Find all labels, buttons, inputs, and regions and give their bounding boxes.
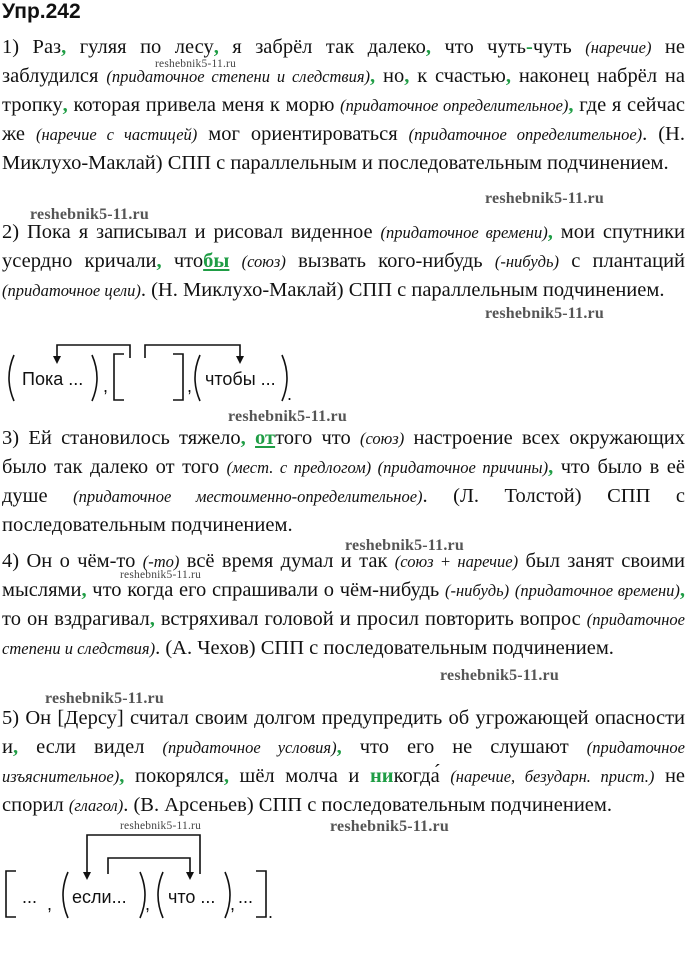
text: 1) Раз — [2, 36, 62, 58]
text: встряхивал головой и просил повторить вопрос — [154, 608, 587, 630]
comma-mark: , — [61, 36, 67, 58]
comma-mark: , — [568, 94, 574, 116]
watermark: reshebnik5-11.ru — [330, 818, 449, 835]
note: (придаточное определительное) — [340, 96, 569, 115]
text: . (Н. Миклухо-Маклай) СПП с параллельным и последовательным подчинением. — [2, 123, 685, 174]
clause-label: Пока ... — [22, 369, 84, 389]
text: 3) Ей становилось тяжело — [2, 427, 241, 449]
note: (придаточное цели) — [2, 281, 141, 300]
subordination-arrow — [57, 345, 130, 358]
watermark: reshebnik5-11.ru — [45, 690, 164, 707]
note: (-нибудь) — [444, 581, 510, 600]
comma-mark: , — [547, 221, 553, 243]
clause-label: ... — [22, 887, 38, 907]
text: наконец набрёл на тропку — [2, 65, 685, 116]
text: гуляя по лесу — [66, 36, 214, 58]
watermark: reshebnik5-11.ru — [30, 206, 149, 223]
watermark: reshebnik5-11.ru — [228, 408, 347, 425]
watermark: reshebnik5-11.ru — [440, 667, 559, 684]
round-bracket-left — [158, 872, 163, 918]
text: 4) Он о чём-то — [2, 550, 143, 572]
square-bracket-left — [114, 354, 124, 400]
square-bracket-right — [256, 871, 266, 917]
square-bracket-right — [173, 354, 183, 400]
comma-mark: , — [12, 736, 19, 758]
highlighted-part: ни — [370, 765, 394, 787]
arrow-head — [83, 872, 91, 880]
watermark: reshebnik5-11.ru — [155, 58, 237, 70]
text: 5) Он [Дерсу] считал своим долгом предупредить об угрожающей опасности и — [2, 707, 685, 758]
clause-label: что ... — [168, 887, 216, 907]
watermark: reshebnik5-11.ru — [120, 569, 202, 581]
text: которая привела меня к морю — [67, 94, 341, 116]
arrow-head — [53, 356, 61, 364]
text: с плантаций — [559, 250, 686, 272]
text: где я сейчас же — [2, 94, 685, 145]
clause-label: чтобы ... — [205, 369, 276, 389]
sentence-5 — [2, 704, 685, 820]
text: я забрёл так далеко — [218, 36, 426, 58]
comma-mark: , — [47, 894, 53, 914]
text: того что — [275, 427, 360, 449]
watermark: reshebnik5-11.ru — [485, 190, 604, 207]
note: (-нибудь) — [494, 252, 559, 271]
arrow-head — [236, 356, 244, 364]
note: (придаточное местоименно-определительное) — [73, 487, 423, 506]
text: что было в её душе — [2, 456, 685, 507]
round-bracket-left — [63, 872, 68, 918]
text: но — [375, 65, 405, 87]
note: (мест. с предлогом) (придаточное причины) — [226, 458, 549, 477]
exercise-title: Упр.242 — [2, 0, 81, 23]
sentence-4 — [2, 547, 685, 663]
note: (придаточное изъяснительное) — [2, 738, 685, 786]
note: (наречие, безударн. прист.) — [450, 767, 655, 786]
comma-mark: , — [505, 65, 511, 87]
note: (союз) — [359, 429, 405, 448]
text: когда́ — [393, 765, 451, 787]
text: что его не слушают — [341, 736, 587, 758]
text: . (Н. Миклухо-Маклай) СПП с параллельным подчинением. — [140, 279, 665, 301]
square-bracket-left — [6, 871, 16, 917]
note: (придаточное времени) — [514, 581, 680, 600]
comma-mark: , — [119, 765, 125, 787]
subordination-arrow — [87, 835, 200, 874]
text: что когда его спрашивали о чём-нибудь — [86, 579, 445, 601]
text: мог ориентироваться — [197, 123, 409, 145]
comma-mark: , — [425, 36, 431, 58]
text: мои спутники усердно кричали — [2, 221, 685, 272]
round-bracket-left — [195, 355, 200, 401]
period-mark: . — [268, 902, 274, 922]
comma-mark: , — [149, 608, 155, 630]
text: вызвать кого-нибудь — [285, 250, 495, 272]
comma-mark: , — [336, 736, 342, 758]
text: что чуть — [430, 36, 527, 58]
note: (придаточное степени и следствия) — [106, 67, 370, 86]
watermark: reshebnik5-11.ru — [345, 537, 464, 554]
clause-label: если... — [72, 887, 127, 907]
text: настроение всех окружающих было так далеко от того — [2, 427, 685, 478]
sentence-3 — [2, 424, 685, 540]
text: покорялся — [124, 765, 224, 787]
arrow-head — [186, 872, 194, 880]
text: не спорил — [2, 765, 686, 816]
text: чуть — [532, 36, 586, 58]
comma-mark: , — [548, 456, 554, 478]
round-bracket-right — [92, 355, 97, 401]
text: . (В. Арсеньев) СПП с последовательным подчинением. — [123, 794, 612, 816]
comma-mark: , — [145, 894, 151, 914]
note: (придаточное времени) — [380, 223, 548, 242]
period-mark: . — [287, 384, 293, 404]
text: к счастью — [409, 65, 506, 87]
clause-label: ... — [238, 887, 254, 907]
comma-mark: , — [230, 894, 236, 914]
text: шёл молча и — [228, 765, 370, 787]
subordination-arrow — [145, 345, 240, 358]
note: (-то) — [142, 552, 180, 571]
note: (наречие с частицей) — [35, 125, 198, 144]
comma-mark: , — [187, 376, 193, 396]
text: . (А. Чехов) СПП с последовательным подчинением. — [155, 637, 614, 659]
highlighted-part: бы — [203, 250, 230, 272]
note: (союз + наречие) — [394, 552, 519, 571]
comma-mark: , — [223, 765, 229, 787]
text: всё время думал и так — [179, 550, 395, 572]
text: если видел — [18, 736, 163, 758]
comma-mark: , — [369, 65, 376, 87]
watermark: reshebnik5-11.ru — [120, 820, 202, 832]
note: (союз) — [241, 252, 286, 271]
text: . (Л. Толстой) СПП с последовательным подчинением. — [2, 485, 685, 536]
comma-mark: , — [213, 36, 219, 58]
text: был занят своими мыслями — [2, 550, 686, 601]
text: не заблудился — [2, 36, 685, 87]
text — [246, 427, 255, 449]
text: 2) Пока я записывал и рисовал виденное — [2, 221, 381, 243]
comma-mark: , — [240, 427, 246, 449]
text: что — [161, 250, 204, 272]
comma-mark: , — [103, 376, 109, 396]
round-bracket-left — [9, 355, 14, 401]
watermark: reshebnik5-11.ru — [485, 305, 604, 322]
comma-mark: , — [156, 250, 162, 272]
comma-mark: , — [679, 579, 685, 601]
note: (придаточное условия) — [162, 738, 337, 757]
note: (наречие) — [585, 38, 652, 57]
highlighted-part: от — [255, 427, 276, 449]
note: (придаточное степени и следствия) — [2, 610, 685, 658]
comma-mark: , — [404, 65, 410, 87]
note: (придаточное определительное) — [408, 125, 643, 144]
hyphen-mark: - — [526, 36, 533, 58]
text: то он вздрагивал — [2, 608, 150, 630]
comma-mark: , — [81, 579, 87, 601]
subordination-arrow — [108, 858, 190, 874]
note: (глагол) — [68, 796, 124, 815]
comma-mark: , — [62, 94, 68, 116]
